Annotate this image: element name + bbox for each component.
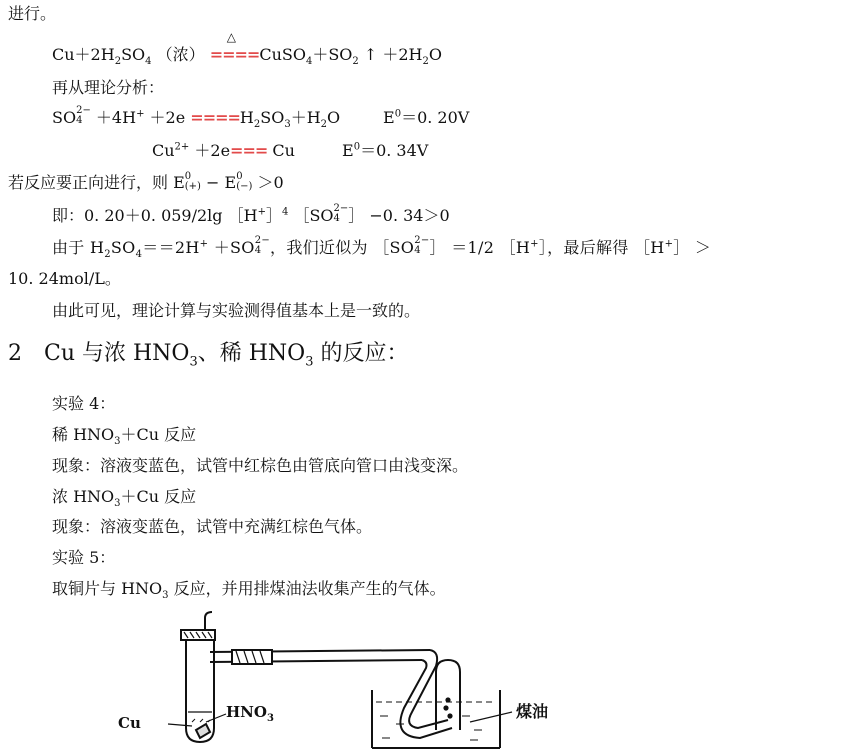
- text-line: 稀 $HNO_3+Cu$ 反应: [52, 425, 197, 448]
- text-line: 由此可见，理论计算与实验测得值基本上是一致的。: [52, 301, 421, 320]
- section-heading: 2 Cu 与浓 $HNO_3$、稀 $HNO_3$ 的反应：: [8, 341, 409, 370]
- heat-symbol: △: [226, 30, 236, 44]
- text-line: 取铜片与 $HNO_3$ 反应，并用排煤油法收集产生的气体。: [52, 579, 446, 602]
- label-kerosene: 煤油: [516, 702, 549, 721]
- label-cu: Cu: [118, 714, 141, 732]
- calculation-line: 即：0. 20＋0. 059/2lg ［H+］$^4$ ［SO 2− 4 ］ −0. 34＞0: [52, 202, 450, 225]
- potential-value: $E^0=0$. 34V: [342, 141, 429, 160]
- condition-line: 若反应要正向进行，则 E 0 (+) − E 0 (−) ＞0: [8, 170, 284, 192]
- equation-2: SO 2− 4 $+4H^+ +2e ====H_2SO_3+H_2O$: [52, 104, 341, 131]
- copper-piece-icon: [196, 724, 210, 738]
- text-line: 实验 4：: [52, 394, 116, 413]
- equals-arrow: ====: [190, 108, 240, 127]
- text-line: 实验 5：: [52, 548, 116, 567]
- text-line: 现象：溶液变蓝色，试管中充满红棕色气体。: [52, 517, 373, 536]
- equals-arrow: ===: [230, 141, 268, 160]
- text-line: 由于 $H_2SO_4==2H^+ +SO$ 2− 4 ，我们近似为 ［SO 2− 4 ］ ＝1/2 ［H+］，最后解得 ［H+］ ＞: [52, 234, 712, 261]
- equation-1: $Cu+2H_2SO_4$ （浓） △ $====CuSO_4+SO_2$ ↑ $+2H_2O$: [52, 30, 443, 68]
- text-line: 再从理论分析：: [52, 78, 165, 97]
- equation-3: $Cu^{2+} +2e=== Cu$: [152, 141, 295, 160]
- text-line: 10. 24mol/L。: [8, 269, 121, 288]
- label-hno3: $HNO_3$: [226, 703, 274, 724]
- text-line: 现象：溶液变蓝色，试管中红棕色由管底向管口由浅变深。: [52, 456, 469, 475]
- text-line: 进行。: [8, 4, 57, 23]
- text-line: 浓 $HNO_3+Cu$ 反应: [52, 487, 197, 510]
- collecting-tube-icon: [436, 660, 460, 730]
- potential-value: $E^0=0$. 20V: [383, 108, 470, 127]
- equals-arrow: ====: [209, 45, 260, 64]
